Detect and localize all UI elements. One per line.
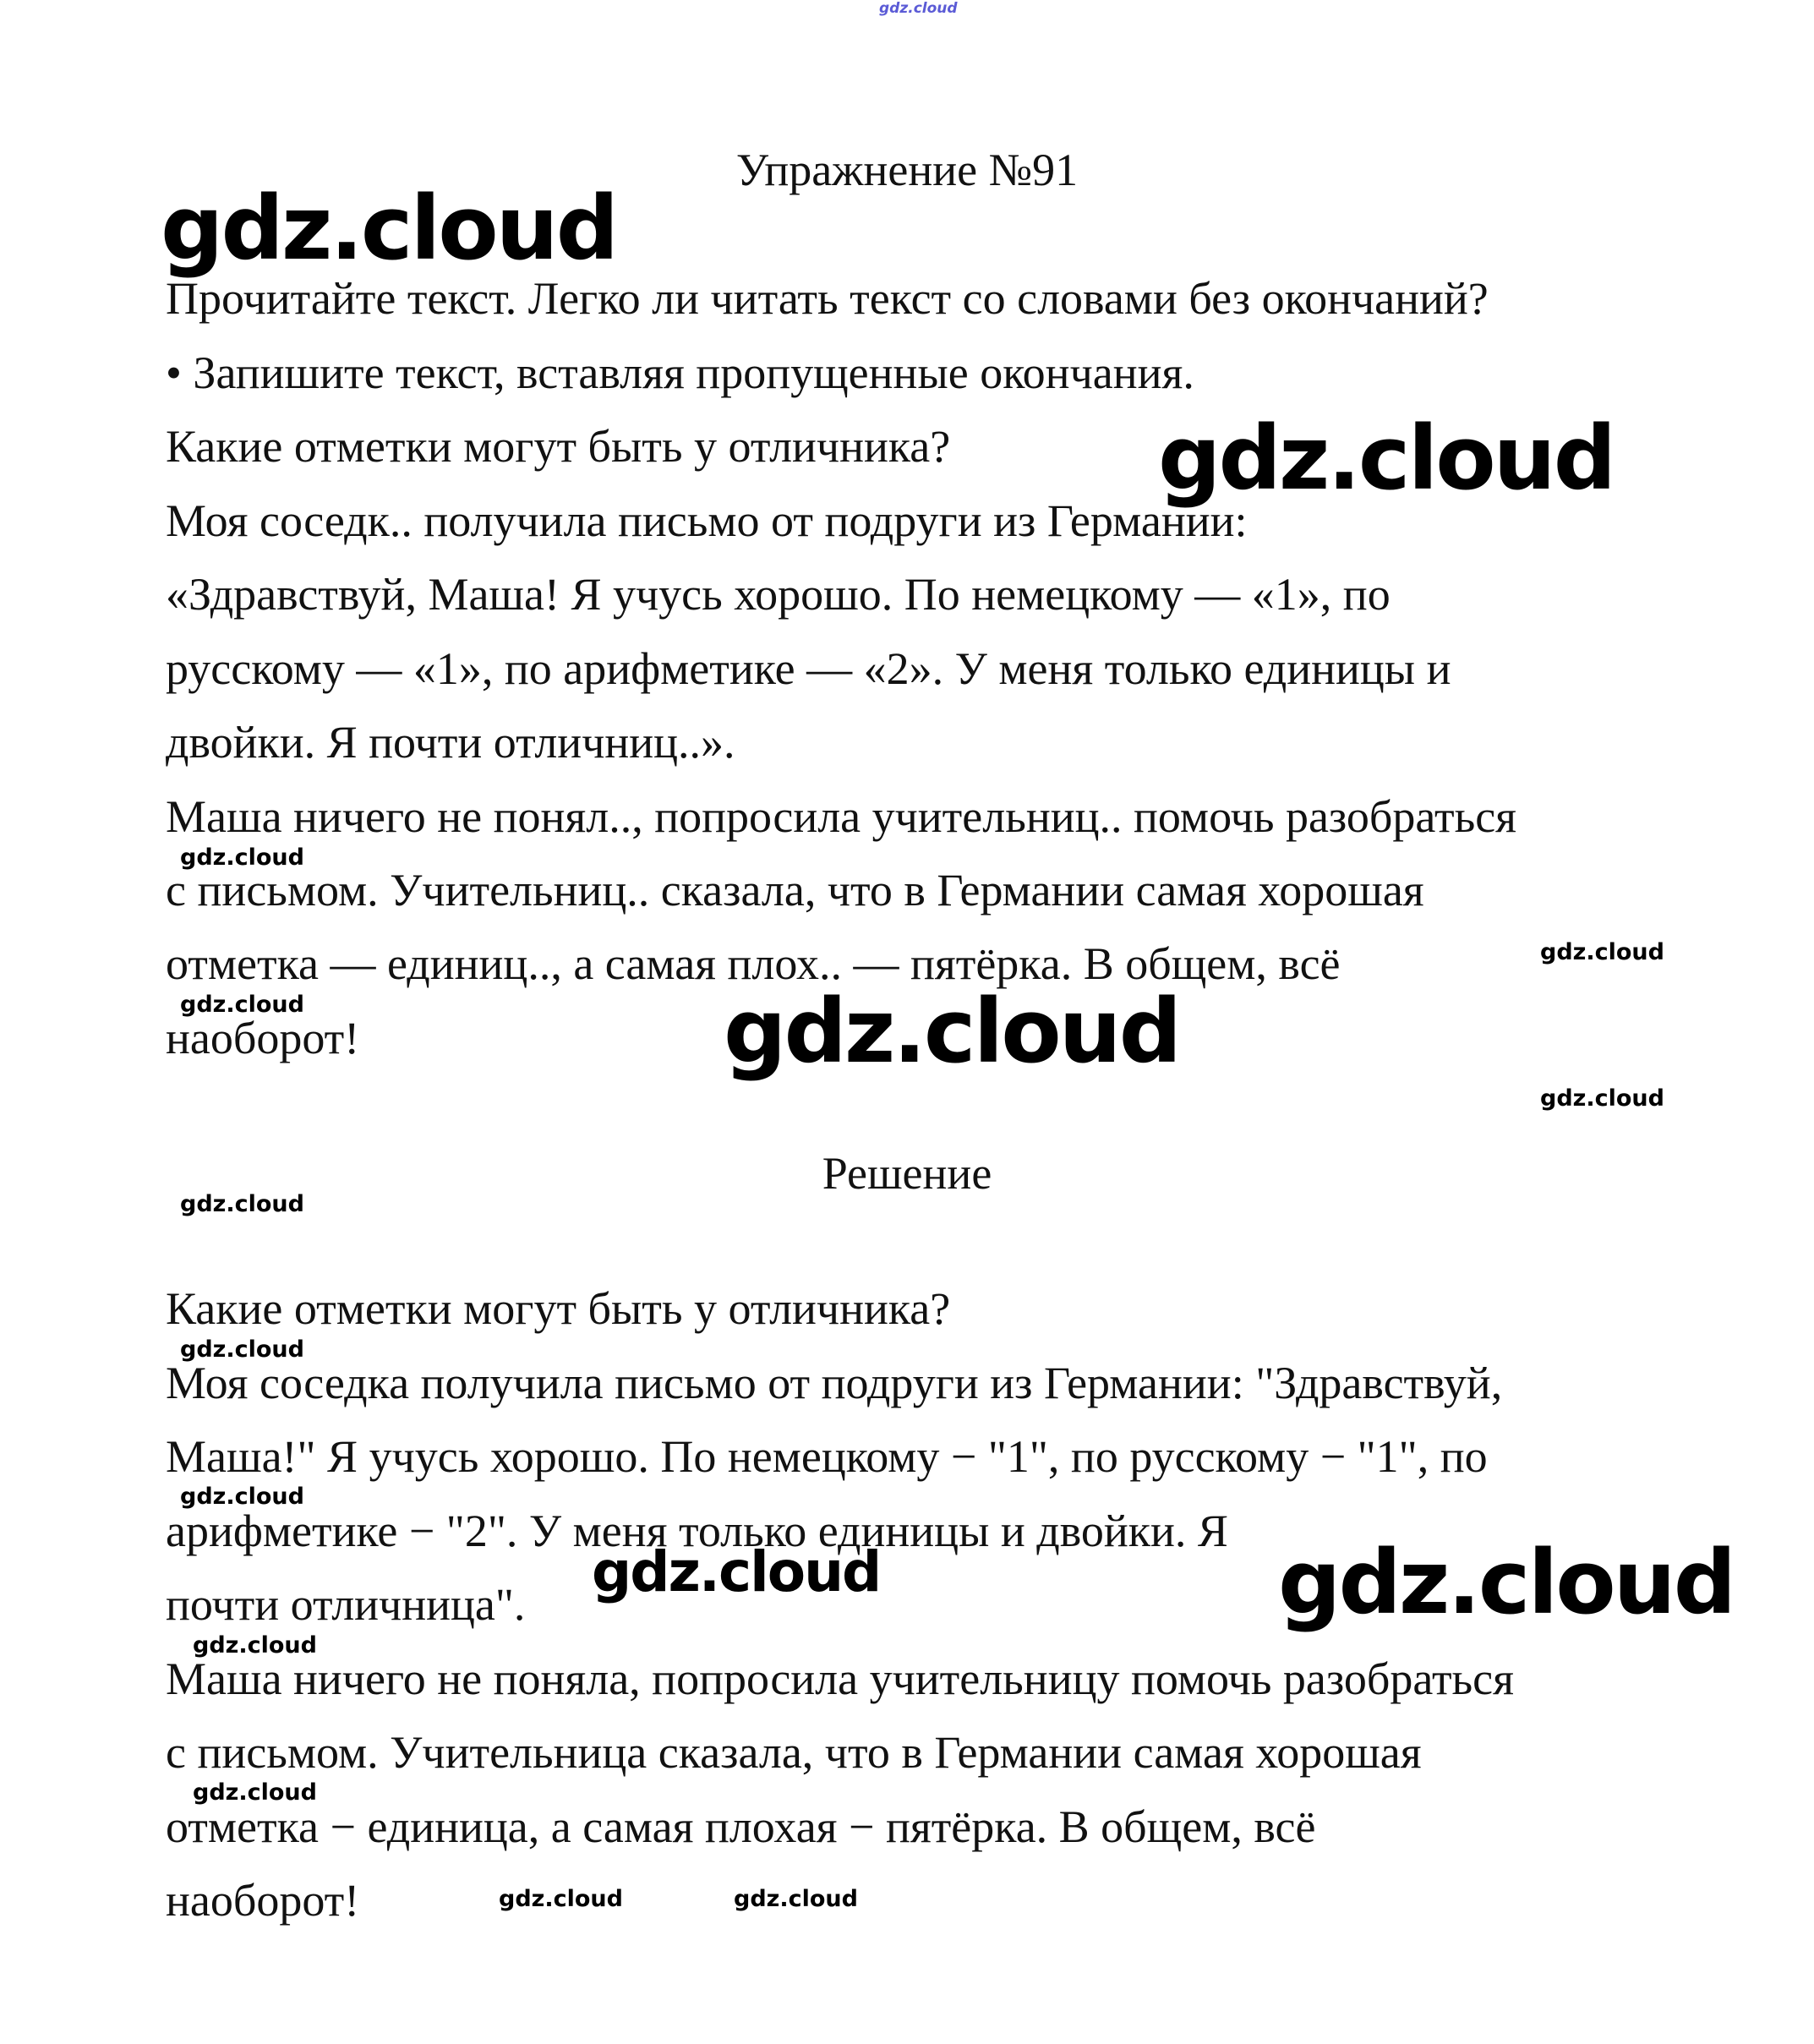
solution-line: наоборот! [166,1875,360,1926]
watermark-small: gdz.cloud [499,1886,623,1912]
watermark-small: gdz.cloud [734,1886,858,1912]
exercise-title: Упражнение №91 [735,145,1079,195]
task-line: наоборот! [166,1013,360,1063]
task-line: с письмом. Учительниц.. сказала, что в Германии самая хорошая [166,865,1424,915]
watermark-large: gdz.cloud [724,980,1180,1083]
solution-line: арифметике − "2". У меня только единицы и двойки. Я [166,1506,1228,1556]
task-line: отметка — единиц.., а самая плох.. — пятёрка. В общем, всё [166,938,1341,989]
watermark-large: gdz.cloud [1278,1531,1735,1634]
solution-heading: Решение [822,1148,992,1199]
watermark-small: gdz.cloud [180,1484,304,1510]
solution-line: почти отличница". [166,1579,526,1630]
task-line: «Здравствуй, Маша! Я учусь хорошо. По немецкому — «1», по [166,569,1391,620]
watermark-small: gdz.cloud [193,1632,317,1659]
task-line: русскому — «1», по арифметике — «2». У меня только единицы и [166,643,1451,694]
task-line: • Запишите текст, вставляя пропущенные окончания. [166,347,1194,398]
watermark-small: gdz.cloud [180,1336,304,1363]
solution-line: Маша!" Я учусь хорошо. По немецкому − "1", по русскому − "1", по [166,1431,1488,1482]
watermark-medium: gdz.cloud [592,1539,881,1604]
watermark-small: gdz.cloud [193,1779,317,1806]
task-line: Моя соседк.. получила письмо от подруги из Германии: [166,495,1248,546]
watermark-large: gdz.cloud [161,177,617,280]
task-line: Маша ничего не понял.., попросила учительниц.. помочь разобраться [166,791,1517,842]
solution-line: Какие отметки могут быть у отличника? [166,1283,951,1334]
task-line: Какие отметки могут быть у отличника? [166,421,951,472]
top-watermark: gdz.cloud [879,0,958,17]
watermark-large: gdz.cloud [1158,407,1615,510]
watermark-small: gdz.cloud [180,1191,304,1217]
watermark-small: gdz.cloud [180,992,304,1018]
watermark-small: gdz.cloud [180,844,304,871]
watermark-small: gdz.cloud [1540,1085,1664,1112]
solution-line: Маша ничего не поняла, попросила учительницу помочь разобраться [166,1653,1514,1704]
task-line: двойки. Я почти отличниц..». [166,717,735,768]
task-line: Прочитайте текст. Легко ли читать текст со словами без окончаний? [166,273,1489,324]
solution-line: Моя соседка получила письмо от подруги из Германии: "Здравствуй, [166,1358,1503,1408]
watermark-small: gdz.cloud [1540,939,1664,965]
solution-line: с письмом. Учительница сказала, что в Германии самая хорошая [166,1727,1422,1778]
solution-line: отметка − единица, а самая плохая − пятёрка. В общем, всё [166,1801,1316,1852]
